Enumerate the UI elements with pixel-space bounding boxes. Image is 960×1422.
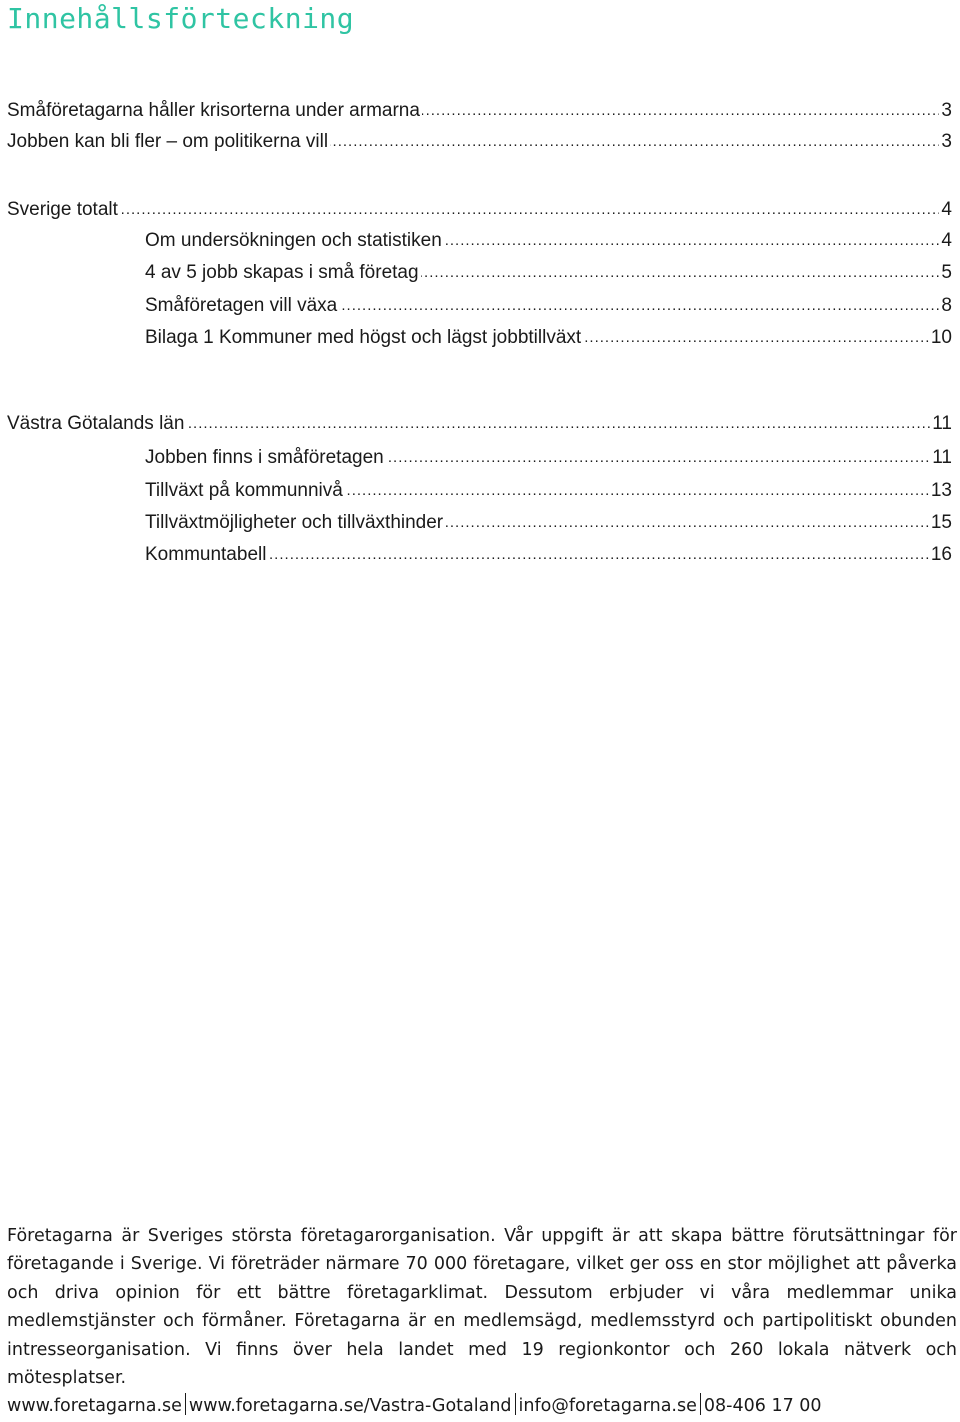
toc-entry-label: ..... Tillväxtmöjligheter och tillväxthinder — [145, 509, 445, 537]
toc-entry[interactable] — [145, 477, 952, 505]
toc-entry-page: 3 — [939, 97, 952, 125]
toc-entry[interactable] — [7, 128, 952, 156]
toc-entry[interactable] — [145, 259, 952, 287]
toc-entry[interactable] — [7, 196, 952, 224]
toc-entry[interactable] — [145, 509, 952, 537]
toc-entry[interactable] — [145, 292, 952, 320]
toc-entry[interactable] — [145, 324, 952, 352]
separator — [700, 1393, 701, 1415]
toc-entry-label: ..... Bilaga 1 Kommuner med högst och lägst jobbtillväxt — [145, 324, 583, 352]
email-link[interactable]: info@foretagarna.se — [518, 1396, 697, 1416]
toc-entry-page: 5 — [939, 259, 952, 287]
toc-entry[interactable] — [145, 541, 952, 569]
toc-entry[interactable] — [7, 97, 952, 125]
toc-entry-page: 11 — [930, 410, 952, 438]
toc-entry-label: ..... Jobben kan bli fler – om politikerna vill — [7, 128, 330, 156]
toc-entry-label: ..... Västra Götalands län — [7, 410, 186, 438]
toc-entry-page: 8 — [939, 292, 952, 320]
toc-entry-page: 16 — [929, 541, 952, 569]
toc-entry[interactable] — [145, 444, 952, 472]
toc-entry-label: ..... Kommuntabell — [145, 541, 268, 569]
organization-description: Företagarna är Sveriges största företagarorganisation. Vår uppgift är att skapa bättre förutsättningar för företagande i Sverige. Vi företräder närmare 70 000 företagare, vilket ger oss en stor möjlighet att påverka och driva opinion för ett bättre företagarklimat. Dessutom erbjuder vi våra medlemmar unika medlemstjänster och förmåner. Företagarna är en medlemsägd, medlemsstyrd och partipolitiskt obunden intresseorganisation. Vi finns över hela landet med 19 regionkontor och 260 lokala nätverk och mötesplatser. — [7, 1226, 957, 1389]
toc-entry-label: ..... 4 av 5 jobb skapas i små företag — [145, 259, 421, 287]
toc-entry-label: ..... Om undersökningen och statistiken — [145, 227, 444, 255]
separator — [185, 1393, 186, 1415]
website-link[interactable]: www.foretagarna.se — [7, 1396, 182, 1416]
regional-website-link[interactable]: www.foretagarna.se/Vastra-Gotaland — [188, 1396, 512, 1416]
separator — [515, 1393, 516, 1415]
toc-entry-label: ..... Småföretagarna håller krisorterna under armarna — [7, 97, 422, 125]
toc-entry-page: 15 — [929, 509, 952, 537]
toc-entry-page: 4 — [939, 227, 952, 255]
toc-entry-label: ..... Sverige totalt — [7, 196, 120, 224]
toc-entry-page: 10 — [929, 324, 952, 352]
toc-entry[interactable] — [145, 227, 952, 255]
toc-entry[interactable] — [7, 410, 952, 438]
toc-entry-label: ..... Jobben finns i småföretagen — [145, 444, 386, 472]
contact-links — [7, 1392, 822, 1420]
phone-number[interactable]: 08-406 17 00 — [703, 1396, 822, 1416]
toc-entry-page: 11 — [930, 444, 952, 472]
toc-entry-label: ..... Småföretagen vill växa — [145, 292, 339, 320]
page-title: Innehållsförteckning — [7, 2, 355, 35]
toc-entry-page: 4 — [939, 196, 952, 224]
toc-entry-page: 3 — [939, 128, 952, 156]
toc-entry-label: ..... Tillväxt på kommunnivå — [145, 477, 345, 505]
toc-entry-page: 13 — [929, 477, 952, 505]
